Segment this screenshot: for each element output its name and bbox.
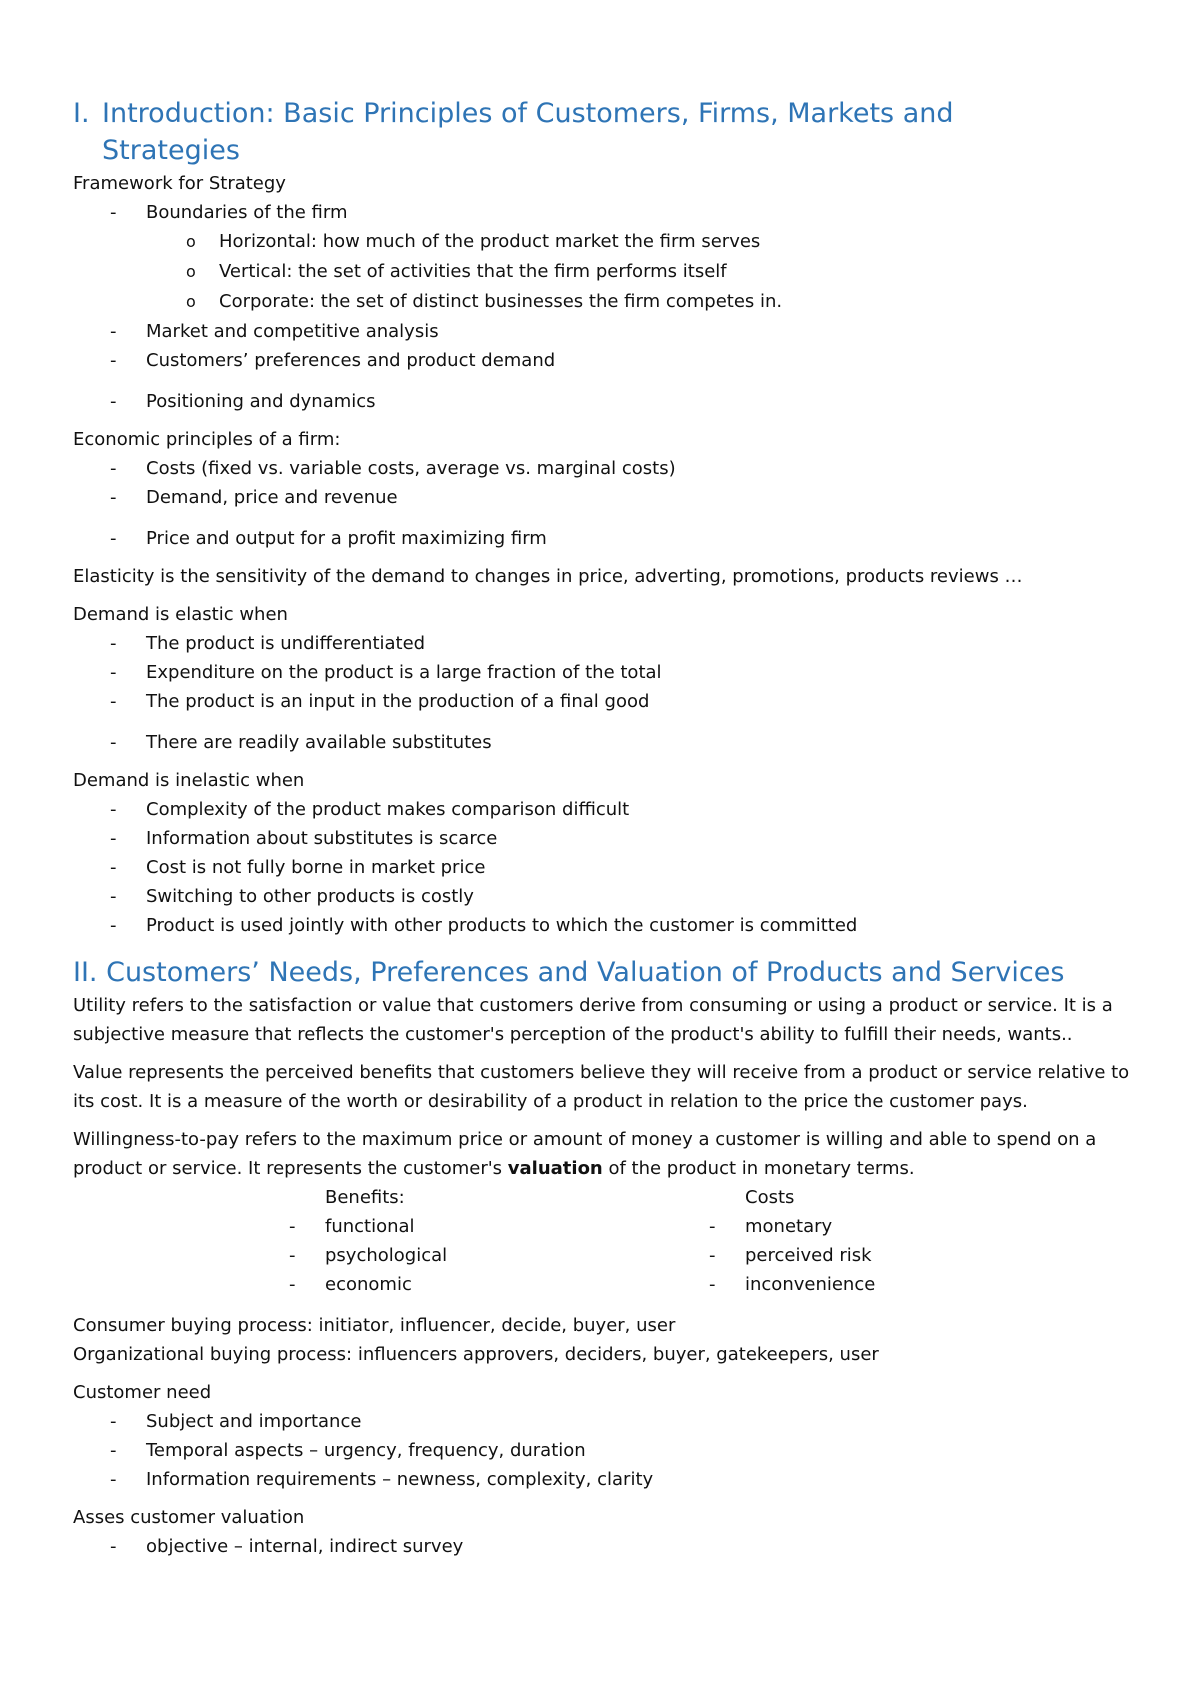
list-item: - inconvenience [709,1270,875,1299]
list-item: - perceived risk [709,1241,875,1270]
section-1-title-line1: Introduction: Basic Principles of Customers, Firms, Markets and [102,98,954,129]
section-1-heading [73,95,1133,169]
section-1-title-line2: Strategies [102,135,240,166]
list-item: - Expenditure on the product is a large fraction of the total [73,658,1133,687]
list-item: - Switching to other products is costly [73,882,1133,911]
framework-label: Framework for Strategy [73,173,286,194]
section-2-heading: II. Customers’ Needs, Preferences and Valuation of Products and Services [73,957,1065,988]
list-item: - psychological [289,1241,709,1270]
value-paragraph: Value represents the perceived benefits that customers believe they will receive from a product or service relative to its cost. It is a measure of the worth or desirability of a product in relation to the price the customer pays. [73,1062,1130,1112]
list-item: - Temporal aspects – urgency, frequency, duration [73,1436,1133,1465]
elastic-label: Demand is elastic when [73,604,288,625]
list-item: - The product is an input in the production of a final good [73,687,1133,716]
inelastic-list [73,795,1133,940]
section-1-number: I. [73,98,90,129]
need-list [73,1407,1133,1494]
list-item: - objective – internal, indirect survey [73,1532,1133,1561]
organizational-process: Organizational buying process: influencers approvers, deciders, buyer, gatekeepers, user [73,1344,879,1365]
framework-list [73,198,1133,227]
list-item: - monetary [709,1212,875,1241]
elastic-list [73,629,1133,757]
costs-column [709,1183,875,1299]
list-item: - Information requirements – newness, complexity, clarity [73,1465,1133,1494]
list-item: - Demand, price and revenue [73,483,1133,512]
sub-item: o Horizontal: how much of the product market the firm serves [73,227,1133,257]
list-item: - Information about substitutes is scarce [73,824,1133,853]
utility-paragraph: Utility refers to the satisfaction or value that customers derive from consuming or using a product or service. It is a subjective measure that reflects the customer's perception of the product's ability to fulfill their needs, wants.. [73,995,1113,1045]
benefits-label: Benefits: [325,1187,405,1208]
wtp-bold: valuation [507,1158,603,1179]
list-item: - Complexity of the product makes comparison difficult [73,795,1133,824]
wtp-paragraph [73,1125,1133,1183]
list-item: - Costs (fixed vs. variable costs, average vs. marginal costs) [73,454,1133,483]
list-item: - The product is undifferentiated [73,629,1133,658]
valuation-list [73,1532,1133,1561]
boundaries-sublist [73,227,1133,317]
benefits-list [289,1212,709,1299]
list-item: - Boundaries of the firm [73,198,1133,227]
list-item: - functional [289,1212,709,1241]
costs-list [709,1212,875,1299]
sub-item: o Vertical: the set of activities that the firm performs itself [73,257,1133,287]
list-item: - Customers’ preferences and product demand [73,346,1133,375]
list-item: - economic [289,1270,709,1299]
list-item: - Product is used jointly with other products to which the customer is committed [73,911,1133,940]
economic-list [73,454,1133,553]
list-item: - Cost is not fully borne in market price [73,853,1133,882]
wtp-text-end: of the product in monetary terms. [602,1158,915,1179]
need-label: Customer need [73,1382,212,1403]
elasticity-paragraph: Elasticity is the sensitivity of the demand to changes in price, adverting, promotions, products reviews … [73,566,1023,587]
list-item: - Price and output for a profit maximizing firm [73,524,1133,553]
economic-label: Economic principles of a firm: [73,429,341,450]
valuation-label: Asses customer valuation [73,1507,305,1528]
list-item: - Market and competitive analysis [73,317,1133,346]
benefits-column [289,1183,709,1299]
wtp-text: Willingness-to-pay refers to the maximum price or amount of money a customer is willing and able to spend on a product or service. It represents the customer's [73,1129,1097,1179]
costs-label: Costs [745,1187,795,1208]
list-item: - Positioning and dynamics [73,387,1133,416]
inelastic-label: Demand is inelastic when [73,770,305,791]
sub-item: o Corporate: the set of distinct businesses the firm competes in. [73,287,1133,317]
consumer-process: Consumer buying process: initiator, influencer, decide, buyer, user [73,1315,676,1336]
benefits-costs-columns [73,1183,1133,1299]
list-item: - Subject and importance [73,1407,1133,1436]
document-body [73,95,1133,1561]
list-item: - There are readily available substitutes [73,728,1133,757]
framework-list-cont [73,317,1133,416]
